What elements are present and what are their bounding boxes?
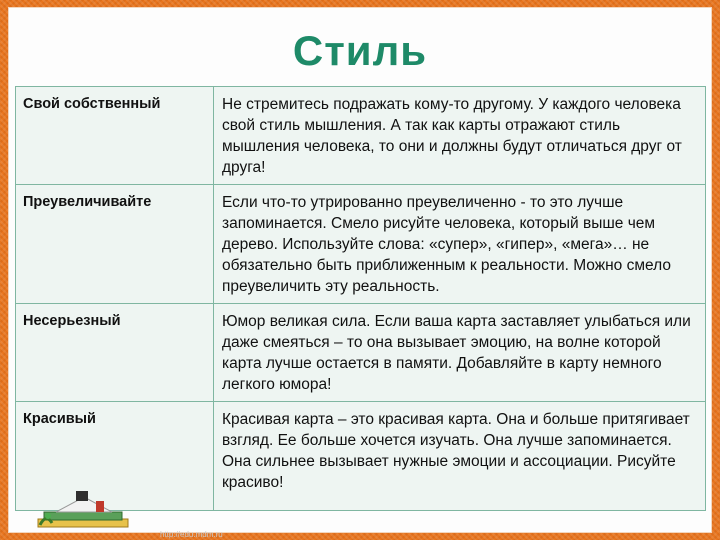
- watermark: http://edu.mdm.ru: [160, 530, 223, 539]
- term-cell: Красивый: [16, 402, 214, 511]
- term-cell: Несерьезный: [16, 304, 214, 402]
- books-clipart-icon: [36, 485, 132, 531]
- table-row: [16, 185, 706, 304]
- slide-title: Стиль: [292, 27, 428, 74]
- description-cell: Красивая карта – это красивая карта. Она и больше притягивает взгляд. Ее больше хочется изучать. Она лучше запоминается. Она сильнее вызывает нужные эмоции и ассоциации. Рисуйте красиво!: [214, 402, 706, 511]
- term-cell: Преувеличивайте: [16, 185, 214, 304]
- table-row: [16, 304, 706, 402]
- term-cell: Свой собственный: [16, 87, 214, 185]
- table-row: [16, 87, 706, 185]
- description-cell: Не стремитесь подражать кому-то другому. У каждого человека свой стиль мышления. А так как карты отражают стиль мышления человека, то они и должны будут отличаться друг от друга!: [214, 87, 706, 185]
- slide-panel: [8, 7, 712, 533]
- description-cell: Если что-то утрированно преувеличенно - то это лучше запоминается. Смело рисуйте человека, который выше чем дерево. Используйте слова: «супер», «гипер», «мега»… не обязательно быть приближенным к реальности. Можно смело преувеличить эту реальность.: [214, 185, 706, 304]
- style-table: [15, 86, 706, 511]
- description-cell: Юмор великая сила. Если ваша карта заставляет улыбаться или даже смеяться – то она вызывает эмоцию, на волне которой карта лучше остается в памяти. Добавляйте в карту немного легкого юмора!: [214, 304, 706, 402]
